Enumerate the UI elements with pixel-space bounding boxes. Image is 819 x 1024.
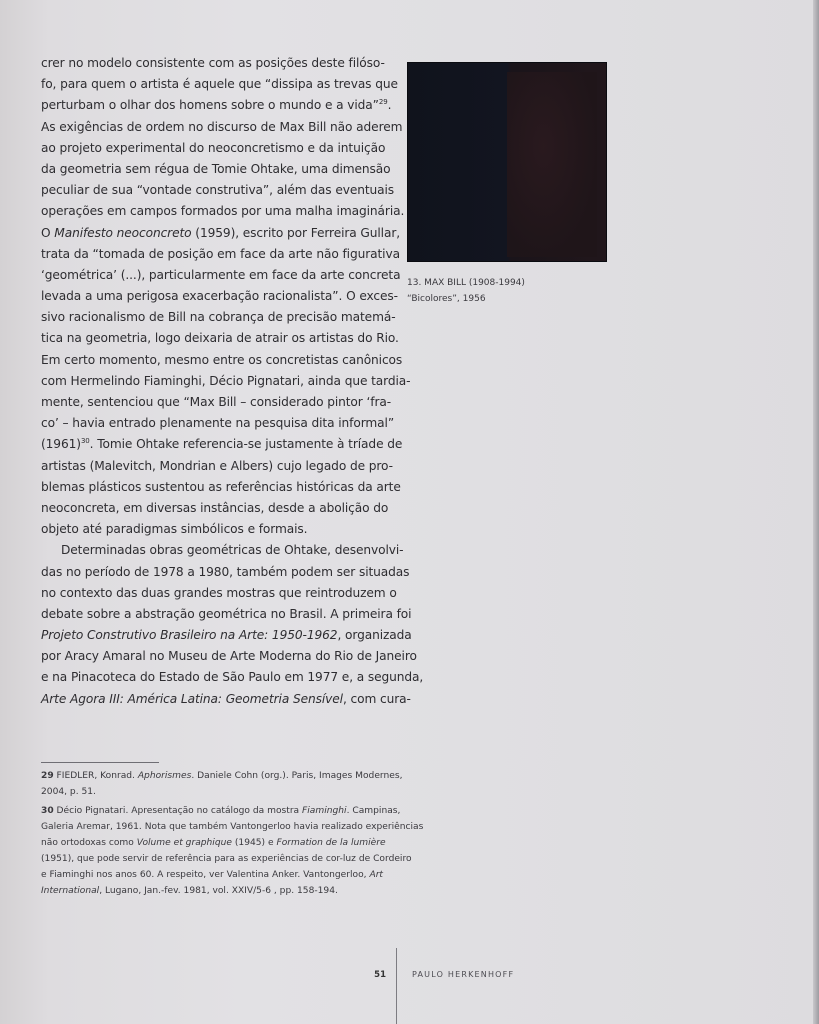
text-line: fo, para quem o artista é aquele que “dissipa as trevas que [41,77,398,92]
text-line: objeto até paradigmas simbólicos e formais. [41,522,308,537]
text-line: crer no modelo consistente com as posições deste filóso- [41,56,385,70]
text-line: operações em campos formados por uma malha imaginária. [41,204,405,219]
text-line: artistas (Malevitch, Mondrian e Albers) cujo legado de pro- [41,458,393,473]
text-span: . Tomie Ohtake referencia-se justamente à tríade de [89,437,403,452]
text-line: no contexto das duas grandes mostras que reintroduzem o [41,585,397,600]
caption-artist: 13. MAX BILL (1908-1994) [407,278,525,288]
footnote-ref-30[interactable]: 30 [80,437,90,446]
main-text-column [41,53,424,710]
italic-title: International [41,886,100,896]
footnote-rule [41,762,159,763]
text-line [41,223,401,244]
text-line: Em certo momento, mesmo entre os concretistas canônicos [41,352,403,367]
footnote-ref-29[interactable]: 29 [378,98,388,107]
footnotes [41,768,424,899]
text-line: por Aracy Amaral no Museu de Arte Moderna do Rio de Janeiro [41,649,417,664]
text-span: , organizada [337,628,412,643]
text-line [41,689,411,710]
text-line: levada a uma perigosa exacerbação racionalista”. O exces- [41,289,398,304]
text-line [41,867,383,883]
text-line: peculiar de sua “vontade construtiva”, além das eventuais [41,183,395,198]
text-line: e na Pinacoteca do Estado de São Paulo em 1977 e, a segunda, [41,670,424,685]
text-span: não ortodoxas como [41,838,137,848]
text-span: , com cura- [342,691,411,706]
running-head: PAULO HERKENHOFF [412,970,515,979]
text-line: 2004, p. 51. [41,787,96,797]
text-span: O [41,225,55,240]
text-line: com Hermelindo Fiaminghi, Décio Pignatari, ainda que tardia- [41,373,411,388]
text-line: mente, sentenciou que “Max Bill – considerado pintor ‘fra- [41,395,392,409]
text-line: da geometria sem régua de Tomie Ohtake, uma dimensão [41,161,391,176]
text-line [41,883,383,899]
text-line [41,625,412,646]
italic-title: Fiaminghi [302,806,347,816]
footnote-number: 30 [41,806,54,816]
footnote-30 [41,803,401,819]
text-line: Determinadas obras geométricas de Ohtake, desenvolvi- [61,543,404,558]
italic-title: Projeto Construtivo Brasileiro na Arte: 1950-1962 [41,628,338,643]
figure-caption [407,275,627,307]
text-span: e Fiaminghi nos anos 60. A respeito, ver Valentina Anker. Vantongerloo, [41,870,370,880]
text-line: neoconcreta, em diversas instâncias, desde a abolição do [41,500,389,515]
italic-title: Art [369,870,383,880]
text-span: (1945) e [231,838,277,848]
text-line: ‘geométrica’ (...), particularmente em face da arte concreta [41,267,401,282]
text-line: As exigências de ordem no discurso de Max Bill não aderem [41,119,403,134]
text-line: ao projeto experimental do neoconcretismo e da intuição [41,140,386,155]
text-span: . Campinas, [346,806,401,816]
text-line: debate sobre a abstração geométrica no Brasil. A primeira foi [41,606,412,621]
text-line [41,835,386,851]
italic-title: Volume et graphique [136,838,232,848]
artwork-red-band [507,72,597,257]
text-span: , Lugano, Jan.-fev. 1981, vol. XXIV/5-6 , pp. 158-194. [99,886,338,896]
italic-title: Arte Agora III: América Latina: Geometria Sensível [41,691,343,706]
artwork-image [407,62,607,262]
text-span: . Daniele Cohn (org.). Paris, Images Modernes, [191,771,403,781]
text-line: tica na geometria, logo deixaria de atrair os artistas do Rio. [41,331,399,346]
text-span: (1959), escrito por Ferreira Gullar, [191,225,401,240]
footnote-29 [41,768,403,784]
text-line: blemas plásticos sustentou as referências históricas da arte [41,479,401,494]
text-line: das no período de 1978 a 1980, também podem ser situadas [41,564,410,579]
page-edge-shadow [813,0,819,1024]
text-span: Décio Pignatari. Apresentação no catálogo da mostra [53,806,303,816]
text-line: co’ – havia entrado plenamente na pesquisa dita informal” [41,416,395,431]
italic-title: Aphorismes [137,771,192,781]
text-line: trata da “tomada de posição em face da arte não figurativa [41,246,400,261]
footnote-number: 29 [41,771,54,781]
footer-divider [396,948,397,1024]
text-line [41,434,403,455]
italic-title: Formation de la lumière [276,838,386,848]
text-line: Galeria Aremar, 1961. Nota que também Vantongerloo havia realizado experiências [41,822,424,832]
text-line [41,95,392,116]
italic-title: Manifesto neoconcreto [54,225,192,240]
text-span: (1961) [41,437,81,452]
text-line: (1951), que pode servir de referência para as experiências de cor-luz de Cordeiro [41,854,412,864]
text-span: . [387,98,392,113]
page-number: 51 [374,970,386,980]
text-line: sivo racionalismo de Bill na cobrança de precisão matemá- [41,310,396,325]
text-span: FIEDLER, Konrad. [53,771,138,781]
text-span: perturbam o olhar dos homens sobre o mundo e a vida” [41,98,379,113]
caption-title: “Bicolores”, 1956 [407,294,486,304]
